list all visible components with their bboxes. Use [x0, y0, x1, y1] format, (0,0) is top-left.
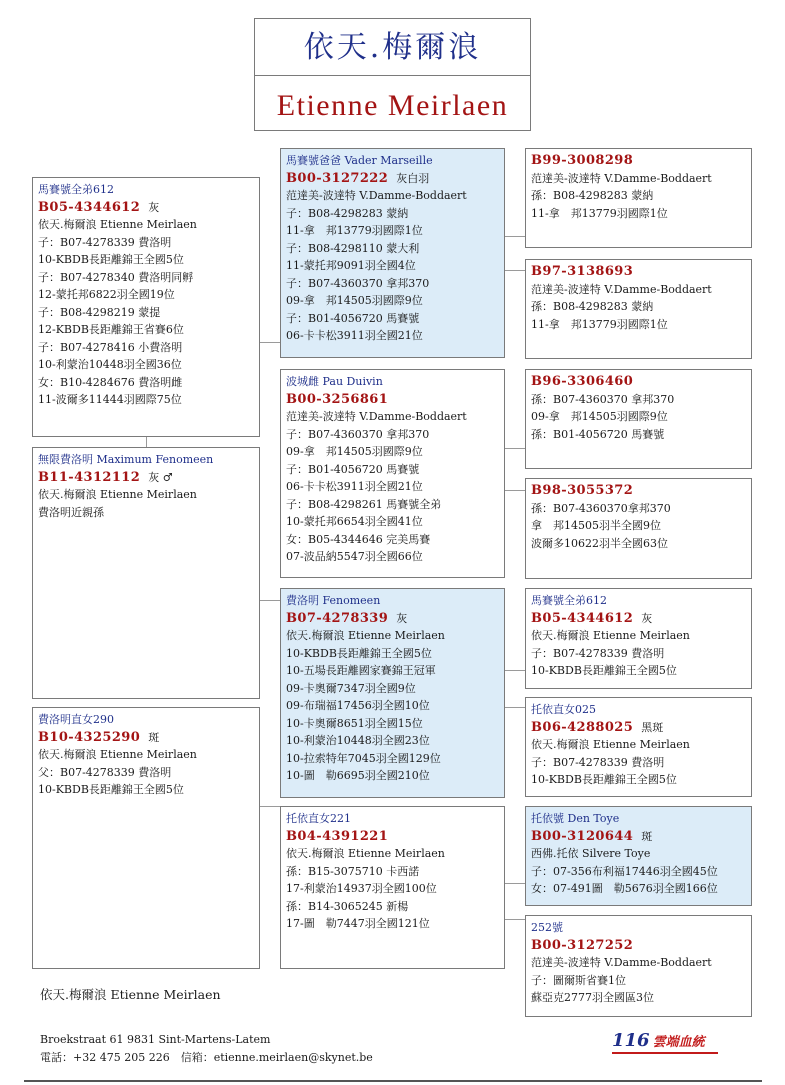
pigeon-details — [286, 187, 499, 345]
detail-line: 范達美-波達特 V.Damme-Boddaert — [286, 410, 467, 423]
detail-line: 父：B07-4278339 費洛明 — [38, 765, 172, 779]
detail-line: 依天.梅爾浪 Etienne Meirlaen — [38, 488, 197, 501]
detail-line: 孫：B08-4298283 蒙納 — [531, 189, 654, 202]
detail-line: 子：B07-4278339 費洛明 — [531, 646, 665, 660]
detail-line: 09-布瑞福17456羽全國10位 — [286, 699, 430, 712]
detail-line: 依天.梅爾浪 Etienne Meirlaen — [38, 748, 197, 761]
detail-line: 孫：B01-4056720 馬賽號 — [531, 427, 665, 441]
detail-line: 09-拿 邦14505羽國際9位 — [286, 445, 423, 458]
detail-line: 子：07-356布利福17446羽全國45位 — [531, 864, 718, 878]
detail-line: 06-卡卡松3911羽全國21位 — [286, 480, 423, 493]
connector-line — [505, 707, 525, 708]
pigeon-name: 無限費洛明 Maximum Fenomeen — [38, 453, 214, 466]
pigeon-name: 波城雌 Pau Duivin — [286, 375, 383, 388]
pigeon-name: 馬賽號爸爸 Vader Marseille — [286, 154, 433, 167]
ring-number: B07-4278339 — [286, 610, 389, 626]
grandparent-card — [280, 369, 505, 578]
great-grandparent-card — [525, 369, 752, 469]
detail-line: 17-圖 勒7447羽全國121位 — [286, 917, 430, 930]
connector-line — [505, 490, 525, 491]
detail-line: 子：B01-4056720 馬賽號 — [286, 311, 420, 325]
detail-line: 子：B07-4278339 費洛明 — [38, 235, 172, 249]
detail-line: 子：B01-4056720 馬賽號 — [286, 462, 420, 476]
color-attribute: 灰 ♂ — [148, 470, 173, 484]
connector-line — [505, 919, 525, 920]
detail-line: 依天.梅爾浪 Etienne Meirlaen — [531, 738, 690, 751]
logo-number: 116 — [612, 1030, 650, 1051]
ring-number: B00-3256861 — [286, 391, 389, 407]
detail-line: 10-圖 勒6695羽全國210位 — [286, 769, 430, 782]
detail-line: 10-KBDB長距離錦王全國5位 — [38, 783, 184, 796]
detail-line: 波爾多10622羽半全國63位 — [531, 536, 668, 550]
ring-number: B00-3127252 — [531, 937, 634, 953]
pigeon-details — [38, 216, 254, 409]
detail-line: 07-波品納5547羽全國66位 — [286, 550, 423, 563]
great-grandparent-card — [525, 588, 752, 689]
pigeon-details — [286, 845, 499, 933]
color-attribute: 灰 — [396, 611, 408, 625]
detail-line: 子：B07-4278340 費洛明同孵 — [38, 270, 194, 284]
pigeon-details — [286, 408, 499, 566]
pigeon-details — [531, 391, 746, 444]
pigeon-details — [531, 170, 746, 223]
breeder-signature: 依天.梅爾浪 Etienne Meirlaen — [40, 987, 221, 1002]
detail-line: 蘇亞克2777羽全國區3位 — [531, 991, 654, 1004]
title-english-name: Etienne Meirlaen — [276, 89, 509, 122]
ring-number: B04-4391221 — [286, 828, 389, 844]
ring-number: B98-3055372 — [531, 483, 634, 498]
great-grandparent-card — [525, 148, 752, 248]
ring-number: B99-3008298 — [531, 153, 634, 168]
detail-line: 子：B07-4360370 拿邦370 — [286, 276, 430, 290]
detail-line: 10-利蒙治10448羽全國23位 — [286, 734, 430, 747]
color-attribute: 灰 — [641, 611, 653, 625]
pigeon-details — [531, 954, 746, 1007]
detail-line: 09-拿 邦14505羽國際9位 — [531, 410, 668, 423]
brand-logo — [612, 1030, 718, 1054]
detail-line: 10-KBDB長距離錦王全國5位 — [531, 773, 677, 786]
detail-line: 11-拿 邦13779羽國際1位 — [286, 224, 423, 237]
connector-line — [505, 448, 525, 449]
footer-contact-info: 電話：+32 475 205 226 信箱：etienne.meirlaen@skynet.be — [40, 1051, 373, 1064]
pigeon-name: 托依直女221 — [286, 812, 351, 825]
pigeon-details — [531, 281, 746, 334]
detail-line: 依天.梅爾浪 Etienne Meirlaen — [38, 218, 197, 231]
ring-number: B96-3306460 — [531, 374, 634, 389]
color-attribute: 黑斑 — [641, 720, 664, 734]
pigeon-name: 托依號 Den Toye — [531, 812, 620, 825]
detail-line: 孫：B07-4360370 拿邦370 — [531, 392, 675, 406]
detail-line: 范達美-波達特 V.Damme-Boddaert — [531, 956, 712, 969]
pigeon-details — [531, 845, 746, 898]
detail-line: 孫：B14-3065245 新楊 — [286, 899, 409, 913]
detail-line: 范達美-波達特 V.Damme-Boddaert — [286, 189, 467, 202]
detail-line: 女：B05-4344646 完美馬賽 — [286, 532, 431, 546]
dam-card — [32, 707, 260, 969]
detail-line: 11-拿 邦13779羽國際1位 — [531, 206, 668, 220]
detail-line: 孫：B08-4298283 蒙納 — [531, 300, 654, 313]
detail-line: 子：B08-4298283 蒙納 — [286, 206, 409, 220]
detail-line: 子：B08-4298219 蒙提 — [38, 305, 161, 319]
great-grandparent-card — [525, 806, 752, 906]
detail-line: 10-五場長距離國家賽錦王冠軍 — [286, 664, 436, 677]
detail-line: 范達美-波達特 V.Damme-Boddaert — [531, 282, 712, 296]
detail-line: 子：圖爾斯省賽1位 — [531, 973, 626, 987]
pigeon-details — [38, 486, 254, 521]
detail-line: 依天.梅爾浪 Etienne Meirlaen — [286, 847, 445, 860]
ring-number: B97-3138693 — [531, 264, 634, 279]
footer-address: Broekstraat 61 9831 Sint-Martens-Latem — [40, 1033, 271, 1046]
pigeon-name: 托依直女025 — [531, 703, 596, 716]
footer-contact — [40, 1031, 373, 1067]
pigeon-details — [531, 736, 746, 789]
logo-text: 雲端血統 — [652, 1035, 705, 1050]
ring-number: B10-4325290 — [38, 729, 141, 745]
detail-line: 09-卡奧爾7347羽全國9位 — [286, 681, 416, 695]
detail-line: 09-拿 邦14505羽國際9位 — [286, 294, 423, 307]
detail-line: 孫：B07-4360370拿邦370 — [531, 501, 671, 515]
detail-line: 10-卡奧爾8651羽全國15位 — [286, 716, 423, 730]
detail-line: 10-蒙托邦6654羽全國41位 — [286, 515, 423, 528]
connector-line — [505, 270, 525, 271]
connector-line — [260, 806, 280, 807]
color-attribute: 灰白羽 — [396, 171, 430, 185]
ring-number: B11-4312112 — [38, 469, 141, 485]
detail-line: 12-蒙托邦6822羽全國19位 — [38, 288, 175, 301]
connector-line — [146, 437, 147, 447]
detail-line: 10-KBDB長距離錦王全國5位 — [531, 664, 677, 677]
title-chinese-name: 依天.梅爾浪 — [303, 30, 482, 65]
pigeon-name: 費洛明 Fenomeen — [286, 594, 381, 607]
pigeon-name: 費洛明直女290 — [38, 713, 114, 726]
detail-line: 06-卡卡松3911羽全國21位 — [286, 329, 423, 342]
detail-line: 依天.梅爾浪 Etienne Meirlaen — [286, 629, 445, 642]
sire-card — [32, 447, 260, 699]
detail-line: 子：B07-4278416 小費洛明 — [38, 340, 183, 354]
detail-line: 17-利蒙治14937羽全國100位 — [286, 882, 437, 895]
connector-line — [505, 670, 525, 671]
color-attribute: 斑 — [641, 829, 653, 843]
pigeon-details — [38, 746, 254, 799]
detail-line: 10-KBDB長距離錦王全國5位 — [286, 646, 432, 660]
connector-line — [505, 883, 525, 884]
detail-line: 子：B07-4360370 拿邦370 — [286, 427, 430, 441]
detail-line: 11-波爾多11444羽國際75位 — [38, 393, 182, 406]
detail-line: 依天.梅爾浪 Etienne Meirlaen — [531, 629, 690, 642]
detail-line: 女：07-491圖 勒5676羽全國166位 — [531, 882, 718, 895]
subject-pigeon-card — [32, 177, 260, 437]
detail-line: 10-KBDB長距離錦王全國5位 — [38, 253, 184, 266]
ring-number: B05-4344612 — [531, 610, 634, 626]
detail-line: 11-拿 邦13779羽國際1位 — [531, 317, 668, 331]
grandparent-card — [280, 148, 505, 358]
detail-line: 10-利蒙治10448羽全國36位 — [38, 358, 182, 371]
connector-line — [260, 342, 280, 343]
connector-line — [260, 600, 280, 601]
pigeon-name: 馬賽號全弟612 — [38, 183, 114, 196]
detail-line: 拿 邦14505羽半全國9位 — [531, 519, 661, 532]
ring-number: B00-3120644 — [531, 828, 634, 844]
great-grandparent-card — [525, 697, 752, 797]
great-grandparent-card — [525, 478, 752, 579]
detail-line: 子：B08-4298110 蒙大利 — [286, 241, 420, 255]
pigeon-name: 馬賽號全弟612 — [531, 594, 607, 607]
great-grandparent-card — [525, 259, 752, 359]
detail-line: 子：B08-4298261 馬賽號全弟 — [286, 497, 442, 511]
detail-line: 10-拉索特年7045羽全國129位 — [286, 751, 441, 765]
detail-line: 孫：B15-3075710 卡西諾 — [286, 864, 420, 878]
detail-line: 西佛.托依 Silvere Toye — [531, 847, 651, 860]
pedigree-title-box — [254, 18, 531, 131]
connector-line — [505, 236, 525, 237]
detail-line: 子：B07-4278339 費洛明 — [531, 755, 665, 769]
ring-number: B00-3127222 — [286, 170, 389, 186]
detail-line: 費洛明近親孫 — [38, 505, 104, 519]
grandparent-card — [280, 806, 505, 969]
color-attribute: 斑 — [148, 730, 160, 744]
pigeon-details — [531, 500, 746, 553]
pigeon-details — [286, 627, 499, 785]
detail-line: 女：B10-4284676 費洛明雌 — [38, 375, 183, 389]
ring-number: B05-4344612 — [38, 199, 141, 215]
detail-line: 范達美-波達特 V.Damme-Boddaert — [531, 171, 712, 185]
detail-line: 12-KBDB長距離錦王省賽6位 — [38, 323, 184, 336]
pigeon-name: 252號 — [531, 921, 563, 934]
footer-divider — [24, 1080, 762, 1082]
color-attribute: 灰 — [148, 200, 160, 214]
pigeon-details — [531, 627, 746, 680]
grandparent-card — [280, 588, 505, 798]
ring-number: B06-4288025 — [531, 719, 634, 735]
great-grandparent-card — [525, 915, 752, 1017]
detail-line: 11-蒙托邦9091羽全國4位 — [286, 259, 416, 272]
